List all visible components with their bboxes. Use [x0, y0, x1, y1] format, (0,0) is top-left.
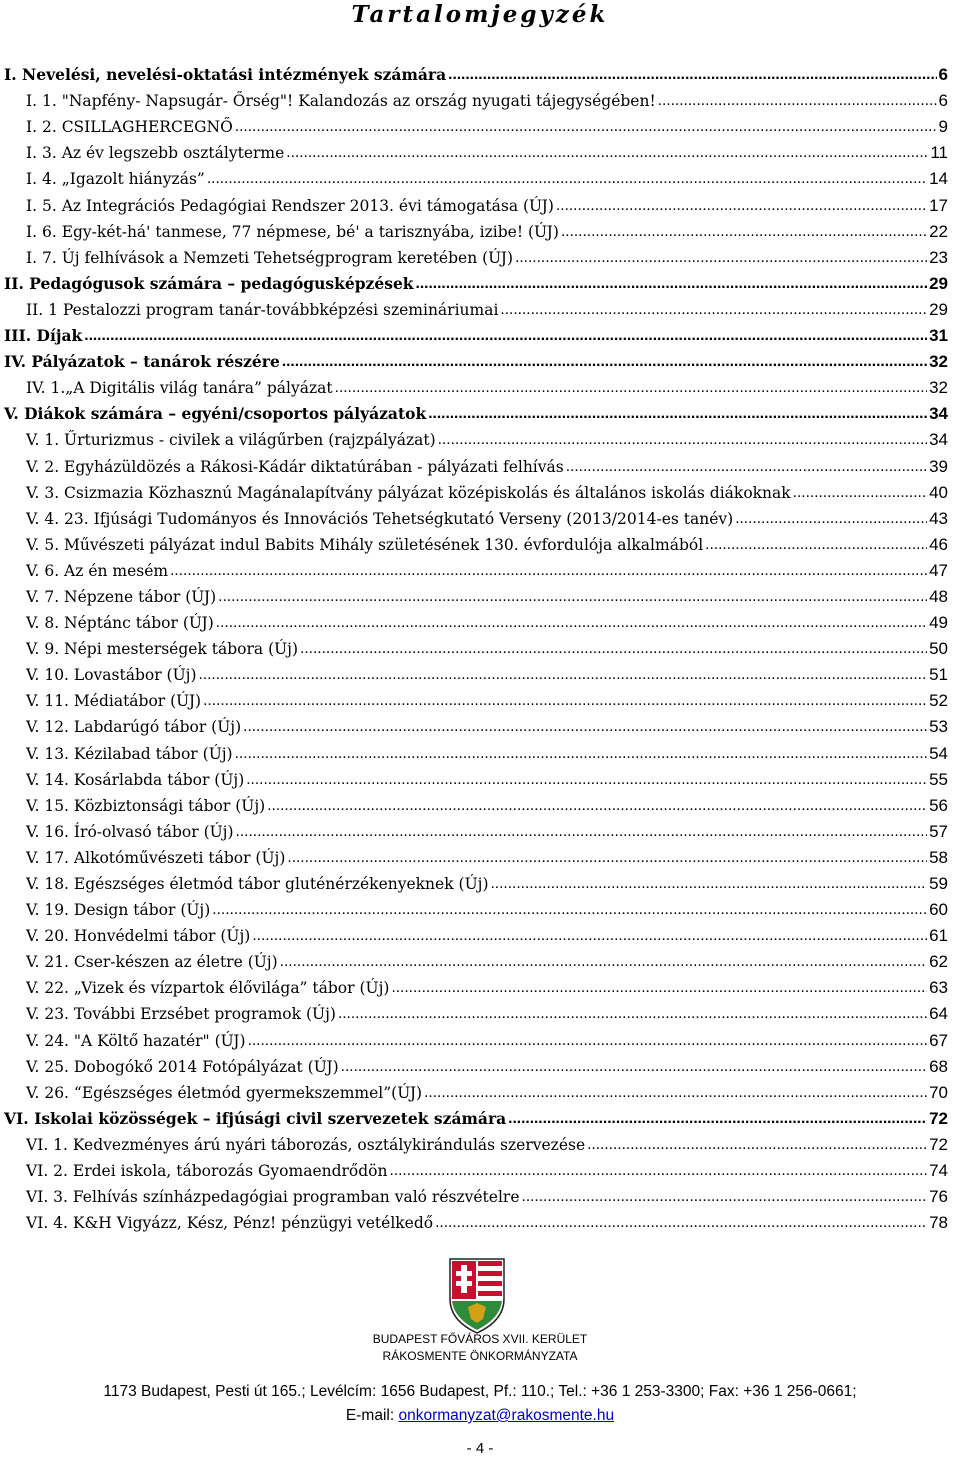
toc-entry-page: 29	[929, 273, 948, 293]
toc-entry-page: 58	[929, 847, 948, 867]
toc-dot-leader	[212, 900, 927, 920]
toc-entry-label: V. 16. Író-olvasó tábor (Új)	[26, 822, 234, 841]
toc-entry-label: VI. 1. Kedvezményes árú nyári táborozás, osztálykirándulás szervezése	[26, 1135, 586, 1154]
toc-dot-leader	[391, 978, 927, 998]
page-title: Tartalomjegyzék	[351, 1, 609, 28]
toc-entry-page: 63	[929, 978, 948, 998]
toc-entry-label: I. 1. "Napfény- Napsugár- Őrség"! Kalandozás az ország nyugati tájegységében!	[26, 92, 656, 111]
toc-entry-label: V. 1. Űrturizmus - civilek a világűrben (rajzpályázat)	[26, 431, 436, 450]
toc-dot-leader	[338, 1004, 927, 1024]
toc-entry-label: I. 2. CSILLAGHERCEGNŐ	[26, 118, 233, 137]
toc-entry-page: 11	[930, 143, 948, 163]
toc-dot-leader	[246, 770, 927, 790]
email-label: E-mail:	[345, 1407, 399, 1424]
toc-entry-page: 31	[929, 326, 948, 346]
toc-entry[interactable]	[0, 372, 960, 398]
toc-entry-page: 52	[929, 691, 948, 711]
toc-entry-label: V. 14. Kosárlabda tábor (Új)	[26, 770, 245, 789]
toc-entry-label: V. 20. Honvédelmi tábor (Új)	[26, 927, 251, 946]
toc-entry[interactable]	[0, 946, 960, 972]
toc-dot-leader	[252, 926, 927, 946]
toc-entry[interactable]	[0, 1024, 960, 1050]
toc-entry-page: 6	[938, 65, 948, 85]
toc-entry-label: II. 1 Pestalozzi program tanár-továbbképzési szemináriumai	[26, 300, 499, 319]
toc-entry[interactable]	[0, 268, 960, 294]
toc-entry-page: 48	[929, 586, 948, 606]
toc-entry-label: I. Nevelési, nevelési-oktatási intézmények számára	[4, 65, 447, 85]
toc-dot-leader	[243, 717, 927, 737]
toc-entry[interactable]	[0, 790, 960, 816]
toc-entry[interactable]	[0, 85, 960, 111]
toc-entry-page: 60	[929, 900, 948, 920]
toc-entry-page: 59	[929, 874, 948, 893]
toc-entry[interactable]	[0, 633, 960, 659]
toc-dot-leader	[84, 326, 927, 346]
toc-entry-page: 74	[929, 1161, 948, 1181]
toc-entry[interactable]	[0, 711, 960, 737]
toc-entry-label: V. 18. Egészséges életmód tábor gluténérzékenyeknek (Új)	[26, 875, 489, 893]
toc-entry-label: IV. Pályázatok – tanárok részére	[4, 352, 280, 372]
toc-entry-label: V. Diákok számára – egyéni/csoportos pályázatok	[4, 404, 427, 424]
toc-entry-page: 62	[929, 952, 948, 972]
toc-entry-page: 40	[929, 482, 948, 502]
toc-entry[interactable]	[0, 346, 960, 372]
toc-dot-leader	[658, 91, 937, 111]
toc-entry[interactable]	[0, 581, 960, 607]
toc-dot-leader	[216, 613, 927, 633]
toc-dot-leader	[522, 1187, 928, 1207]
toc-entry[interactable]	[0, 1051, 960, 1077]
toc-entry-page: 72	[929, 1134, 948, 1154]
toc-entry-page: 76	[929, 1187, 948, 1207]
toc-dot-leader	[435, 1213, 927, 1233]
toc-entry-label: V. 15. Közbiztonsági tábor (Új)	[26, 796, 266, 815]
toc-entry-page: 47	[929, 560, 948, 580]
toc-entry-page: 23	[929, 247, 948, 267]
toc-dot-leader	[587, 1135, 927, 1155]
toc-entry-label: V. 5. Művészeti pályázat indul Babits Mihály születésének 130. évfordulója alkalmából	[26, 535, 704, 554]
toc-entry-page: 46	[929, 534, 948, 554]
toc-entry-page: 39	[929, 456, 948, 476]
toc-entry-label: V. 26. “Egészséges életmód gyermekszemmel”(ÚJ)	[26, 1083, 423, 1102]
toc-entry-label: I. 4. „Igazolt hiányzás”	[26, 170, 205, 189]
toc-entry[interactable]	[0, 1181, 960, 1207]
toc-entry-page: 68	[929, 1056, 948, 1076]
toc-dot-leader	[207, 169, 927, 189]
toc-entry[interactable]	[0, 1155, 960, 1181]
toc-dot-leader	[203, 691, 927, 711]
toc-entry-page: 14	[929, 169, 948, 189]
toc-entry-page: 57	[929, 821, 948, 841]
toc-dot-leader	[448, 65, 936, 85]
toc-entry-page: 72	[929, 1108, 948, 1128]
toc-dot-leader	[500, 300, 927, 320]
toc-entry-label: V. 21. Cser-készen az életre (Új)	[26, 953, 278, 972]
toc-entry-page: 70	[929, 1082, 948, 1102]
toc-entry[interactable]	[0, 972, 960, 998]
toc-entry[interactable]	[0, 477, 960, 503]
toc-entry-page: 34	[929, 404, 948, 424]
toc-dot-leader	[282, 352, 927, 372]
toc-entry-page: 51	[929, 665, 948, 685]
toc-dot-leader	[300, 639, 927, 659]
toc-entry-label: V. 22. „Vizek és vízpartok élővilága” tábor (Új)	[26, 979, 390, 998]
email-link[interactable]: onkormanyzat@rakosmente.hu	[398, 1407, 615, 1424]
toc-entry[interactable]	[0, 920, 960, 946]
toc-entry-page: 43	[929, 508, 948, 528]
toc-entry-label: VI. 2. Erdei iskola, táborozás Gyomaendrődön	[26, 1162, 388, 1181]
toc-dot-leader	[235, 117, 937, 137]
toc-entry[interactable]	[0, 1129, 960, 1155]
toc-entry-page: 17	[929, 195, 948, 215]
toc-dot-leader	[390, 1161, 928, 1181]
toc-entry-label: V. 23. További Erzsébet programok (Új)	[26, 1005, 336, 1024]
toc-entry-page: 50	[929, 639, 948, 659]
toc-entry-page: 56	[929, 795, 948, 815]
toc-entry-label: V. 4. 23. Ifjúsági Tudományos és Innovációs Tehetségkutató Verseny (2013/2014-es tanév)	[26, 509, 734, 528]
toc-entry[interactable]	[0, 1077, 960, 1103]
toc-dot-leader	[793, 483, 927, 503]
toc-entry-label: V. 6. Az én mesém	[26, 561, 169, 580]
toc-dot-leader	[286, 143, 928, 163]
toc-dot-leader	[236, 822, 928, 842]
coat-of-arms-icon	[446, 1253, 508, 1335]
toc-entry-page: 55	[929, 769, 948, 789]
toc-entry[interactable]	[0, 607, 960, 633]
toc-entry[interactable]	[0, 424, 960, 450]
toc-dot-leader	[438, 430, 927, 450]
toc-entry-label: V. 25. Dobogókő 2014 Fotópályázat (ÚJ)	[26, 1057, 339, 1076]
toc-dot-leader	[199, 665, 928, 685]
toc-entry-label: V. 9. Népi mesterségek tábora (Új)	[26, 640, 299, 659]
toc-entry[interactable]	[0, 294, 960, 320]
toc-entry-page: 32	[929, 378, 948, 398]
page-number: - 4 -	[466, 1440, 494, 1457]
toc-entry-label: V. 24. "A Költő hazatér" (ÚJ)	[26, 1031, 246, 1050]
toc-entry[interactable]	[0, 216, 960, 242]
toc-entry-label: V. 17. Alkotóművészeti tábor (Új)	[26, 848, 286, 867]
toc-dot-leader	[424, 1083, 927, 1103]
toc-entry-label: II. Pedagógusok számára – pedagógusképzések	[4, 273, 414, 293]
toc-entry-label: I. 7. Új felhívások a Nemzeti Tehetségprogram keretében (ÚJ)	[26, 248, 514, 267]
toc-entry[interactable]	[0, 1103, 960, 1129]
toc-entry[interactable]	[0, 163, 960, 189]
toc-entry[interactable]	[0, 659, 960, 685]
toc-entry-label: V. 7. Népzene tábor (ÚJ)	[26, 587, 217, 606]
toc-dot-leader	[341, 1057, 927, 1077]
toc-entry[interactable]	[0, 503, 960, 529]
toc-entry[interactable]	[0, 450, 960, 476]
toc-entry-page: 64	[929, 1004, 948, 1024]
toc-entry[interactable]	[0, 555, 960, 581]
toc-entry[interactable]	[0, 59, 960, 85]
toc-entry-page: 61	[929, 926, 948, 946]
toc-entry-label: V. 8. Néptánc tábor (ÚJ)	[26, 614, 214, 633]
toc-entry-page: 78	[929, 1213, 948, 1233]
toc-dot-leader	[287, 848, 927, 868]
toc-entry-label: V. 3. Csizmazia Közhasznú Magánalapítvány pályázat középiskolás és általános iskolás diákoknak	[26, 483, 791, 502]
toc-entry-label: I. 6. Egy-két-há' tanmese, 77 népmese, bé' a tarisznyába, izibe! (ÚJ)	[26, 222, 559, 241]
toc-entry-label: VI. 3. Felhívás színházpedagógiai programban való részvételre	[26, 1188, 520, 1207]
toc-entry[interactable]	[0, 111, 960, 137]
toc-dot-leader	[248, 1031, 928, 1051]
toc-entry-label: VI. 4. K&H Vigyázz, Kész, Pénz! pénzügyi vetélkedő	[26, 1214, 434, 1233]
toc-entry-label: III. Díjak	[4, 326, 83, 346]
toc-entry[interactable]	[0, 816, 960, 842]
address-line: 1173 Budapest, Pesti út 165.; Levélcím: 1656 Budapest, Pf.: 110.; Tel.: +36 1 253-3300; Fax: +36 1 256-0661;	[103, 1383, 857, 1400]
toc-dot-leader	[735, 509, 927, 529]
toc-dot-leader	[218, 587, 927, 607]
toc-entry[interactable]	[0, 894, 960, 920]
toc-dot-leader	[280, 952, 927, 972]
organization-name-line2: RÁKOSMENTE ÖNKORMÁNYZATA	[382, 1349, 578, 1363]
toc-entry-label: V. 10. Lovastábor (Új)	[26, 666, 197, 685]
table-of-contents	[0, 59, 960, 1233]
toc-entry-page: 49	[929, 613, 948, 633]
toc-dot-leader	[515, 248, 927, 268]
toc-entry-label: V. 13. Kézilabad tábor (Új)	[26, 744, 233, 763]
toc-entry[interactable]	[0, 998, 960, 1024]
toc-dot-leader	[416, 274, 928, 294]
toc-entry[interactable]	[0, 1207, 960, 1233]
toc-dot-leader	[335, 378, 927, 398]
toc-entry-page: 22	[929, 221, 948, 241]
toc-dot-leader	[561, 222, 927, 242]
toc-dot-leader	[556, 196, 927, 216]
toc-dot-leader	[491, 874, 928, 894]
toc-entry-page: 6	[938, 91, 948, 111]
toc-dot-leader	[235, 744, 927, 764]
toc-entry[interactable]	[0, 842, 960, 868]
toc-entry[interactable]	[0, 189, 960, 215]
toc-entry-label: I. 3. Az év legszebb osztályterme	[26, 144, 285, 163]
toc-entry-page: 34	[929, 430, 948, 450]
toc-entry-label: IV. 1.„A Digitális világ tanára” pályázat	[26, 379, 333, 398]
toc-entry[interactable]	[0, 737, 960, 763]
toc-entry[interactable]	[0, 242, 960, 268]
toc-entry-label: I. 5. Az Integrációs Pedagógiai Rendszer 2013. évi támogatása (ÚJ)	[26, 196, 554, 215]
toc-entry[interactable]	[0, 398, 960, 424]
toc-entry[interactable]	[0, 764, 960, 790]
toc-entry-label: VI. Iskolai közösségek – ifjúsági civil szervezetek számára	[4, 1108, 507, 1128]
toc-entry-label: V. 19. Design tábor (Új)	[26, 901, 211, 920]
toc-dot-leader	[566, 457, 927, 477]
toc-dot-leader	[267, 796, 927, 816]
toc-entry[interactable]	[0, 137, 960, 163]
toc-entry-label: V. 12. Labdarúgó tábor (Új)	[26, 718, 242, 737]
toc-dot-leader	[428, 404, 927, 424]
organization-name-line1: BUDAPEST FŐVÁROS XVII. KERÜLET	[372, 1332, 588, 1346]
toc-entry[interactable]	[0, 529, 960, 555]
toc-dot-leader	[705, 535, 927, 555]
toc-entry[interactable]	[0, 320, 960, 346]
toc-entry-page: 9	[938, 117, 948, 137]
toc-dot-leader	[170, 561, 927, 581]
toc-entry-page: 67	[929, 1030, 948, 1050]
toc-entry-label: V. 2. Egyházüldözés a Rákosi-Kádár diktatúrában - pályázati felhívás	[26, 457, 564, 476]
toc-entry-page: 54	[929, 743, 948, 763]
toc-entry-page: 32	[929, 352, 948, 372]
email-line	[0, 1405, 960, 1427]
toc-entry[interactable]	[0, 685, 960, 711]
toc-entry-page: 29	[929, 299, 948, 319]
toc-dot-leader	[508, 1109, 927, 1129]
toc-entry-label: V. 11. Médiatábor (ÚJ)	[26, 692, 202, 711]
toc-entry-page: 53	[929, 717, 948, 737]
toc-entry[interactable]	[0, 868, 960, 894]
